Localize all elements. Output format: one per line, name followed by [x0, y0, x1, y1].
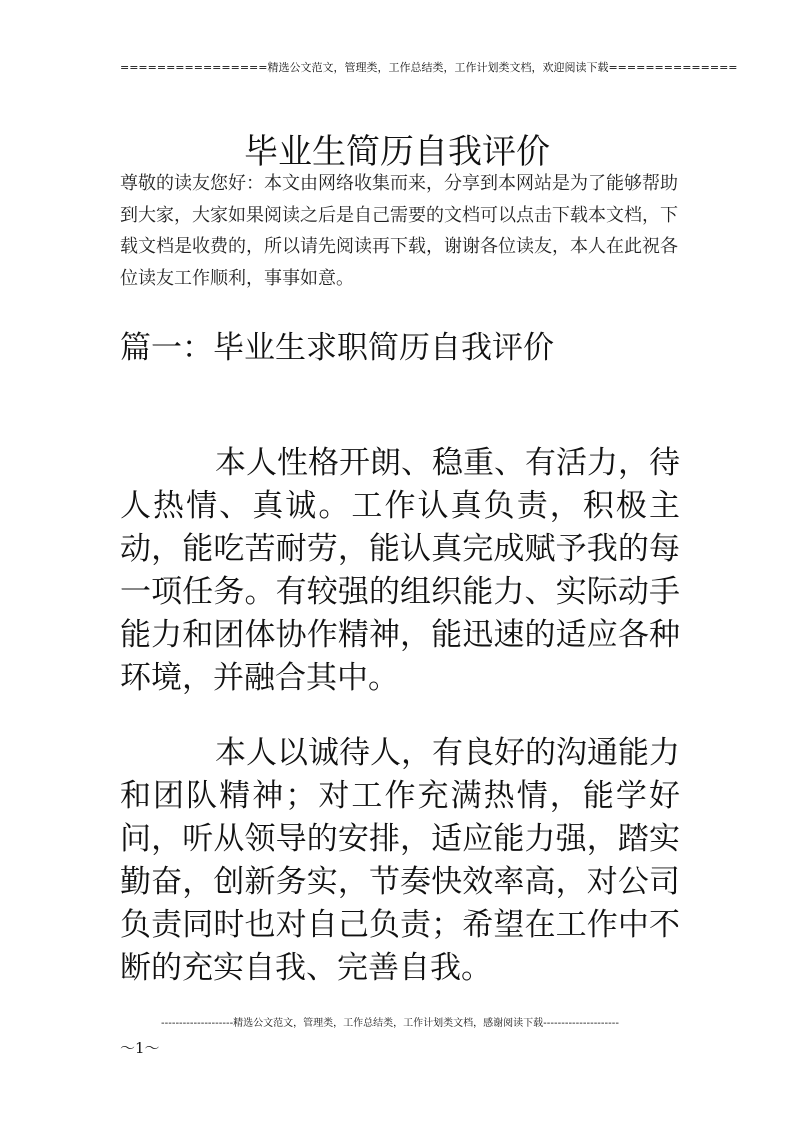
body-paragraph-2: 本人以诚待人，有良好的沟通能力和团队精神；对工作充满热情，能学好问，听从领导的安排，适应能力强，踏实勤奋，创新务实，节奏快效率高，对公司负责同时也对自己负责；希望在工作中不断的充实自我、完善自我。 [120, 735, 680, 986]
document-footer-banner: --------------------精选公文范文，管理类，工作总结类，工作计划类文档，感谢阅读下载--------------------- [161, 1018, 619, 1029]
reader-notice: 尊敬的读友您好：本文由网络收集而来，分享到本网站是为了能够帮助到大家，大家如果阅读之后是自己需要的文档可以点击下载本文档，下载文档是收费的，所以请先阅读再下载，谢谢各位读友，本人在此祝各位读友工作顺利，事事如意。 [120, 173, 678, 289]
page-number: ～1～ [120, 1039, 160, 1057]
document-title: 毕业生简历自我评价 [244, 131, 550, 172]
section-heading: 篇一：毕业生求职简历自我评价 [120, 330, 554, 366]
body-paragraph-1: 本人性格开朗、稳重、有活力，待人热情、真诚。工作认真负责，积极主动，能吃苦耐劳，能认真完成赋予我的每一项任务。有较强的组织能力、实际动手能力和团体协作精神，能迅速的适应各种环境，并融合其中。 [120, 445, 680, 696]
document-header-banner: ================精选公文范文，管理类，工作总结类，工作计划类文档，欢迎阅读下载============== [120, 61, 738, 74]
